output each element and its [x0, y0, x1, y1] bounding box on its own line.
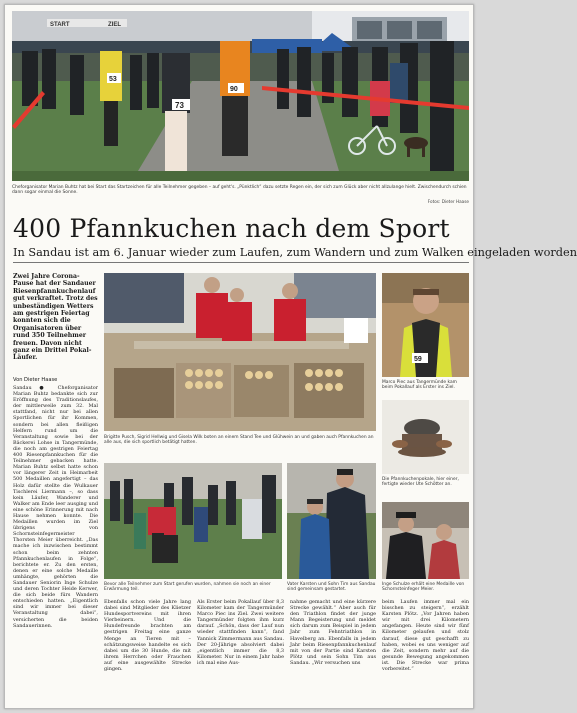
- banner-ziel: ZIEL: [108, 22, 121, 28]
- warmup-caption: Bevor alle Teilnehmer zum Start gerufen wurden, nahmen sie noch an einer Erwärmung teil.: [104, 582, 271, 593]
- newspaper-page: [4, 4, 577, 709]
- body-text: Sandau ● Cheforganisator Marian Buhtz bedankte sich zur Eröffnung des Traditionslaufes, der mittlerweile zum 32. Mal stattfand, nicht nur bei allen Sportlichen für ihr Kommen, sondern bei allen fleißigen Helfern rund um die Veranstaltung sowie bei der Bäckerei Lohse in Tangermünde, die noch am gestrigen Feiertag 400 Riesenpfannkuchen für die Teilnehmer gebacken hatte. Marian Buhtz selbst hatte schon vor längerer Zeit in Heimarbeit 500 Medaillen angefertigt – das Holz dafür stellte die Wulkauer Tischlerei Liermann –, so dass kein Läufer, Wanderer und Walker am Ende leer ausging und eine schöne Erinnerung mit nach Hause nehmen konnte. Die Medaillen wurden im Ziel übrigens von Schornsteinfegermeister Thorsten Meier überreicht. „Das mache ich inzwischen bestimmt schon beim zehnten Pfannkuchenlaufen in Folge“, berichtete er. Zu den ersten, denen er eine solche Medaille umhängte, gehörten die Sandauer Seniorin Inge Schulze und deren Tochter Heide Kerwer, die sich beide fürs Wandern entschieden hatten. „Eigentlich sind wir immer bei dieser Veranstaltung dabei“, versicherten die beiden Sandauerinnen.: [13, 385, 98, 629]
- trophy-caption: Die Pfannkuchenpokale, hier einer, fertigte wieder Ute Schötter an.: [382, 477, 459, 488]
- father-son-photo: [287, 463, 376, 579]
- body-text: beim Laufen immer mal ein bisschen zu steigern“, erzählt Karsten Plötz. „Vor Jahren haben wir mit drei Kilometern angefangen. Heute sind wir fünf Kilometer gelaufen und stolz darauf, diese gut geschafft zu haben, wobei es uns weniger auf die Zeit, sondern mehr auf die gesunde Bewegung angekommen ist. Die Strecke war prima vorbereitet.“: [382, 599, 469, 673]
- banner-start: START: [50, 22, 70, 28]
- winner-caption: Marco Piec aus Tangermünde kam beim Pokallauf als Erster ins Ziel.: [382, 380, 457, 391]
- article-column-2: [104, 599, 191, 703]
- bib-59: 59: [414, 356, 422, 363]
- body-text: Ebenfalls schon viele Jahre lang dabei sind Mitglieder des Klietzer Hundesportvereins mit ihren Vierbeinern. Und die Hundefreunde brachten am gestrigen Freitag eine ganze Menge an Tieren mit – schätzungsweise handelte es sich dabei um die 30 Hunde, die mit ihrem Herrchen oder Frauchen auf eine ausgewählte Strecke gingen.: [104, 599, 191, 673]
- top-photo-caption: Cheforganisator Marian Buhtz hat bei Start das Startzeichen für alle Teilnehmer gegeben – auf geht's. „Pünktlich“ dazu setzte Regen ein, der sich zum Glück aber nicht allzulange hielt. Zwischendurch schien dann sogar einmal die Sonne.: [12, 185, 467, 196]
- article-headline: 400 Pfannkuchen nach dem Sport: [13, 214, 450, 243]
- article-column-3: [197, 599, 284, 703]
- body-text: nahme gemacht und eine kürzere Strecke gewählt.“ Aber auch für den Triathlon findet der junge Mann Begeisterung und meldet sich darum zum Beispiel in jedem Jahr zum Fehntriathlon in Havelberg an. Ebenfalls in jedem Jahr beim Riesenpfannkuchenlauf mit von der Partie sind Karsten Plötz und sein Sohn Tim aus Sandau. „Wir versuchen uns: [290, 599, 376, 666]
- bib-90: 90: [230, 86, 238, 93]
- photo-credit: Fotos: Dieter Haase: [427, 199, 469, 204]
- headline-rule: [13, 262, 469, 263]
- article-column-5: [382, 599, 469, 703]
- warmup-photo: [104, 463, 282, 579]
- race-start-photo: [12, 11, 469, 181]
- winner-photo: [382, 273, 469, 377]
- body-text: Als Erster beim Pokallauf über 8,3 Kilometer kam der Tangermünder Marco Piec ins Ziel. Zwei weitere Tangermünder folgten ihm kurz darauf. „Schön, dass der Lauf nun wieder stattfinden kann“, fand Yannick Zimmermann aus Sandau. Der 20-Jährige absolviert dabei „eigentlich immer die 8,3 Kilometer. Nur in einem Jahr habe ich mal eine Aus-: [197, 599, 284, 666]
- bib-73: 73: [175, 101, 184, 110]
- medal-caption: Inge Schulze erhält eine Medaille von Schornsteinfeger Meier.: [382, 582, 465, 593]
- article-subheadline: In Sandau ist am 6. Januar wieder zum Laufen, zum Wandern und zum Walken eingeladen worden: [13, 246, 577, 259]
- stand-photo: [104, 273, 376, 431]
- article-intro: Zwei Jahre Corona-Pause hat der Sandauer Riesenpfannkuchenlauf gut verkraftet. Trotz des unbeständigen Wetters am gestrigen Feiertag konnten sich die Organisatoren über rund 350 Teilnehmer freuen. Davon nicht ganz ein Drittel Pokal-Läufer.: [13, 273, 98, 362]
- medal-photo: [382, 502, 469, 579]
- stand-caption: Brigitte Pusch, Sigrid Hellwig und Gisela Wilk boten an einem Stand Tee und Glühwein an und gaben auch Pfannkuchen an alle aus, die sich sportlich betätigt hatten.: [104, 435, 374, 446]
- article-column-1: [13, 385, 98, 703]
- byline: Von Dieter Haase: [13, 377, 58, 383]
- article-column-4: [290, 599, 376, 703]
- bib-53: 53: [109, 76, 117, 83]
- trophy-photo: [382, 400, 469, 474]
- father-son-caption: Vater Karsten und Sohn Tim aus Sandau sind gemeinsam gestartet.: [287, 582, 376, 593]
